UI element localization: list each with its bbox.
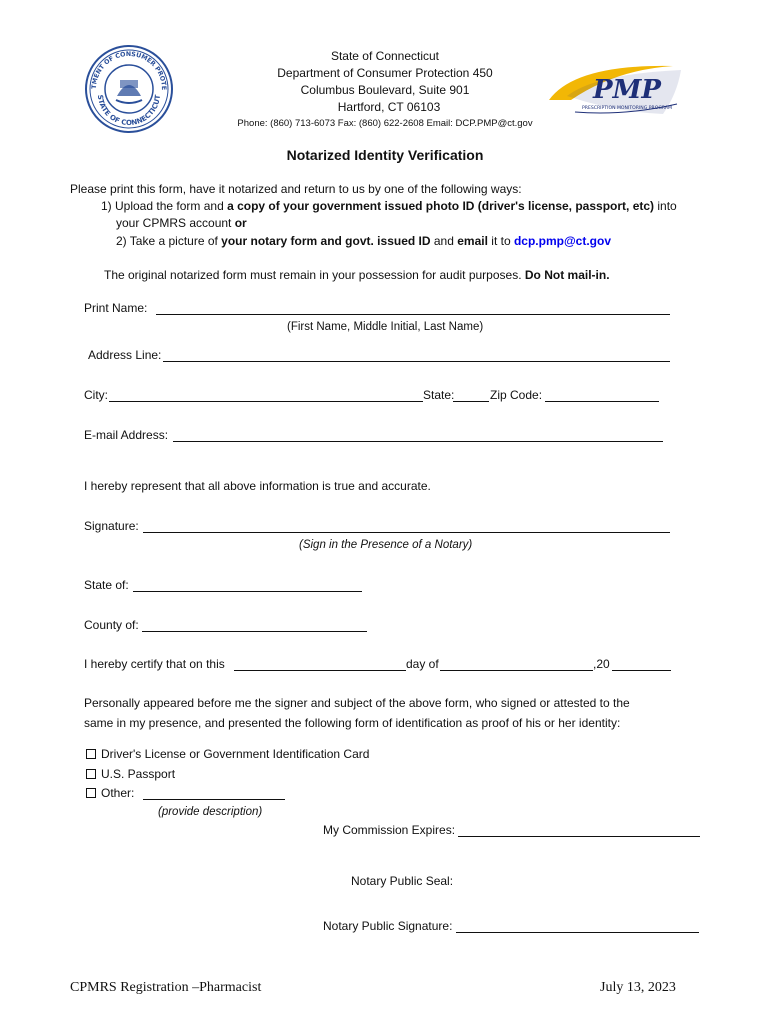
- option-1-bold: a copy of your government issued photo ID (driver's license, passport, etc): [227, 199, 655, 213]
- signature-label: Signature:: [84, 519, 139, 533]
- id-option-passport[interactable]: [86, 767, 175, 781]
- retention-text: The original notarized form must remain in your possession for audit purposes.: [104, 268, 525, 282]
- agency-line-4: Hartford, CT 06103: [337, 100, 441, 114]
- signature-field[interactable]: [143, 532, 670, 533]
- id-option-1-label: Driver's License or Government Identification Card: [101, 747, 370, 761]
- option-1-into: into: [654, 199, 677, 213]
- id-option-drivers-license[interactable]: [86, 747, 369, 761]
- notary-seal-label: Notary Public Seal:: [351, 874, 454, 888]
- notary-signature-field[interactable]: [456, 932, 699, 933]
- seal-text-top: TMENT OF CONSUMER PROTE: [90, 50, 168, 91]
- notary-signature-label: Notary Public Signature:: [323, 919, 453, 933]
- county-of-field[interactable]: [142, 631, 367, 632]
- address-label: Address Line:: [88, 348, 162, 362]
- city-label: City:: [84, 388, 108, 402]
- id-option-2-label: U.S. Passport: [101, 767, 176, 781]
- option-2-and: and: [430, 234, 458, 248]
- agency-line-2: Department of Consumer Protection 450: [277, 66, 493, 80]
- option-1-text: 1) Upload the form and: [101, 199, 228, 213]
- agency-contact: Phone: (860) 713-6073 Fax: (860) 622-2608 Email: DCP.PMP@ct.gov: [237, 118, 533, 129]
- option-2-text: 2) Take a picture of: [116, 234, 222, 248]
- pmp-logo-text: PMP: [593, 75, 661, 105]
- certify-day-of: day of: [406, 657, 439, 671]
- agency-line-3: Columbus Boulevard, Suite 901: [300, 83, 470, 97]
- email-link[interactable]: dcp.pmp@ct.gov: [513, 234, 611, 248]
- certify-day-field[interactable]: [234, 670, 406, 671]
- checkbox-drivers-license[interactable]: [86, 749, 96, 759]
- signature-hint: (Sign in the Presence of a Notary): [299, 539, 473, 551]
- county-of-label: County of:: [84, 618, 139, 632]
- certify-text: I hereby certify that on this: [84, 657, 225, 671]
- pmp-logo-icon: [545, 60, 685, 120]
- option-1-line-2: [116, 216, 247, 230]
- email-field[interactable]: [173, 441, 663, 442]
- print-name-field[interactable]: [156, 314, 670, 315]
- zip-label: Zip Code:: [490, 388, 543, 402]
- option-2-email: email: [457, 234, 488, 248]
- certify-month-field[interactable]: [440, 670, 593, 671]
- seal-text-bottom: STATE OF CONNECTICUT: [95, 94, 163, 128]
- agency-address: [180, 48, 590, 116]
- appeared-line-2: same in my presence, and presented the following form of identification as proof of his or her identity:: [84, 716, 621, 730]
- id-option-3-label: Other:: [101, 786, 135, 800]
- retention-note: [104, 268, 610, 282]
- appeared-line-1: Personally appeared before me the signer and subject of the above form, who signed or attested to the: [84, 696, 630, 710]
- print-name-hint: (First Name, Middle Initial, Last Name): [287, 321, 484, 333]
- state-label: State:: [423, 388, 455, 402]
- footer-left: CPMRS Registration –Pharmacist: [70, 980, 262, 995]
- checkbox-passport[interactable]: [86, 769, 96, 779]
- commission-field[interactable]: [458, 836, 700, 837]
- zip-field[interactable]: [545, 401, 659, 402]
- state-of-label: State of:: [84, 578, 129, 592]
- agency-line-1: State of Connecticut: [330, 49, 440, 63]
- pmp-logo: [545, 60, 685, 120]
- state-of-field[interactable]: [133, 591, 362, 592]
- other-description-field[interactable]: [143, 799, 285, 800]
- option-2-to: it to: [487, 234, 514, 248]
- id-option-other[interactable]: [86, 786, 134, 800]
- provide-description-hint: (provide description): [158, 806, 263, 818]
- checkbox-other[interactable]: [86, 788, 96, 798]
- city-field[interactable]: [109, 401, 423, 402]
- intro-text: Please print this form, have it notarized and return to us by one of the following ways:: [70, 182, 522, 196]
- option-2-bold: your notary form and govt. issued ID: [221, 234, 431, 248]
- pmp-logo-sub: PRESCRIPTION MONITORING PROGRAM: [581, 106, 673, 111]
- commission-label: My Commission Expires:: [323, 823, 456, 837]
- option-1-account: your CPMRS account: [116, 216, 235, 230]
- option-1-or: or: [234, 216, 247, 230]
- do-not-mail-in: Do Not mail-in.: [524, 268, 610, 282]
- address-field[interactable]: [163, 361, 670, 362]
- represent-statement: I hereby represent that all above information is true and accurate.: [84, 479, 431, 493]
- form-title: Notarized Identity Verification: [286, 147, 484, 163]
- option-1-line-1: [101, 199, 677, 213]
- footer-date: July 13, 2023: [600, 980, 676, 995]
- option-2-line: [116, 234, 611, 248]
- print-name-label: Print Name:: [84, 301, 148, 315]
- state-field[interactable]: [453, 401, 489, 402]
- certify-year-prefix: ,20: [593, 657, 610, 671]
- email-label: E-mail Address:: [84, 428, 169, 442]
- certify-year-field[interactable]: [612, 670, 671, 671]
